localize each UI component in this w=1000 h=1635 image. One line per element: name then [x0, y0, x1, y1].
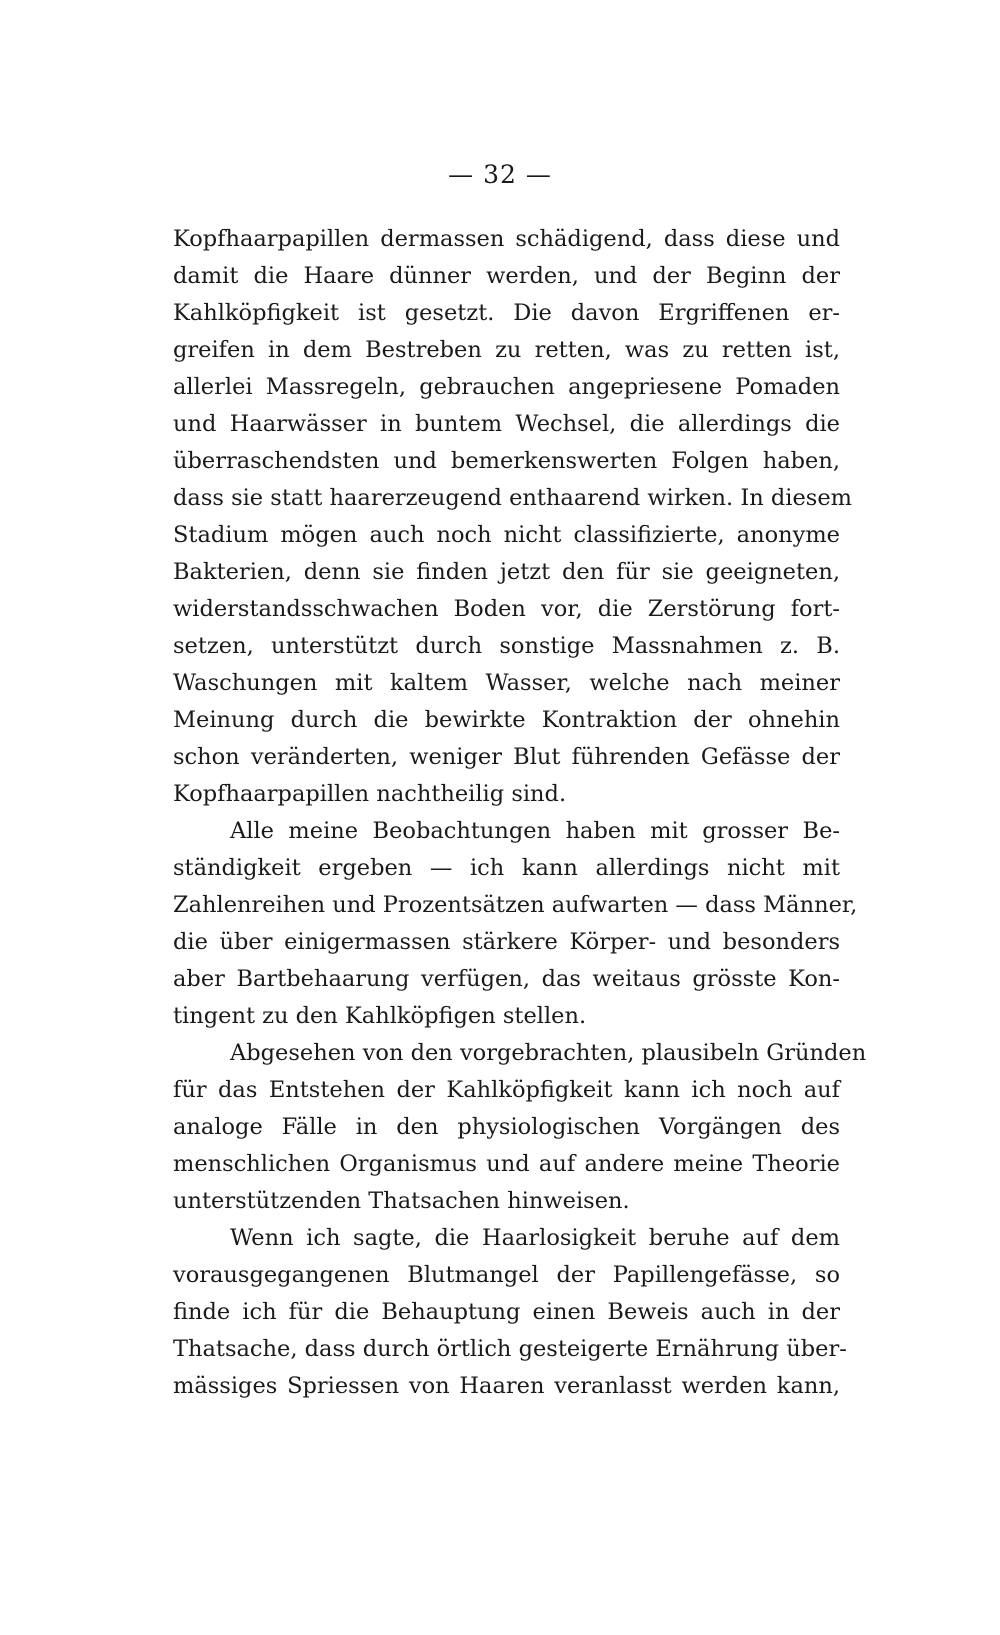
text-line: Wenn ich sagte, die Haarlosigkeit beruhe auf dem — [230, 1225, 840, 1251]
text-line: greifen in dem Bestreben zu retten, was zu retten ist, — [173, 337, 840, 363]
text-line: Stadium mögen auch noch nicht classifizierte, anonyme — [173, 522, 840, 548]
text-line: Alle meine Beobachtungen haben mit grosser Be- — [230, 818, 840, 844]
text-line: allerlei Massregeln, gebrauchen angepriesene Pomaden — [173, 374, 840, 400]
text-line: menschlichen Organismus und auf andere meine Theorie — [173, 1151, 840, 1177]
text-line: ständigkeit ergeben — ich kann allerdings nicht mit — [173, 855, 840, 881]
text-line: Kahlköpfigkeit ist gesetzt. Die davon Ergriffenen er- — [173, 300, 840, 326]
text-line: Abgesehen von den vorgebrachten, plausibeln Gründen — [230, 1040, 867, 1066]
text-line: Meinung durch die bewirkte Kontraktion der ohnehin — [173, 707, 840, 733]
text-line: unterstützenden Thatsachen hinweisen. — [173, 1188, 630, 1214]
text-line: dass sie statt haarerzeugend enthaarend wirken. In diesem — [173, 485, 852, 511]
text-line: aber Bartbehaarung verfügen, das weitaus grösste Kon- — [173, 966, 840, 992]
text-line: und Haarwässer in buntem Wechsel, die allerdings die — [173, 411, 840, 437]
text-line: damit die Haare dünner werden, und der Beginn der — [173, 263, 840, 289]
text-line: Waschungen mit kaltem Wasser, welche nach meiner — [173, 670, 840, 696]
text-line: tingent zu den Kahlköpfigen stellen. — [173, 1003, 587, 1029]
text-line: Kopfhaarpapillen dermassen schädigend, dass diese und — [173, 226, 840, 252]
text-line: vorausgegangenen Blutmangel der Papillengefässe, so — [173, 1262, 840, 1288]
body-text — [173, 221, 867, 1405]
text-line: analoge Fälle in den physiologischen Vorgängen des — [173, 1114, 840, 1140]
text-line: Zahlenreihen und Prozentsätzen aufwarten — dass Männer, — [173, 892, 858, 918]
text-line: schon veränderten, weniger Blut führenden Gefässe der — [173, 744, 840, 770]
text-line: Kopfhaarpapillen nachtheilig sind. — [173, 781, 567, 807]
text-line: widerstandsschwachen Boden vor, die Zerstörung fort- — [173, 596, 840, 622]
text-line: die über einigermassen stärkere Körper- und besonders — [173, 929, 840, 955]
text-line: mässiges Spriessen von Haaren veranlasst werden kann, — [173, 1373, 840, 1399]
text-line: setzen, unterstützt durch sonstige Massnahmen z. B. — [173, 633, 840, 659]
page-number: — 32 — — [448, 160, 552, 189]
text-line: finde ich für die Behauptung einen Beweis auch in der — [173, 1299, 840, 1325]
text-line: Bakterien, denn sie finden jetzt den für sie geeigneten, — [173, 559, 840, 585]
text-line: Thatsache, dass durch örtlich gesteigerte Ernährung über- — [173, 1336, 847, 1362]
text-line: für das Entstehen der Kahlköpfigkeit kann ich noch auf — [173, 1077, 840, 1103]
text-line: überraschendsten und bemerkenswerten Folgen haben, — [173, 448, 840, 474]
